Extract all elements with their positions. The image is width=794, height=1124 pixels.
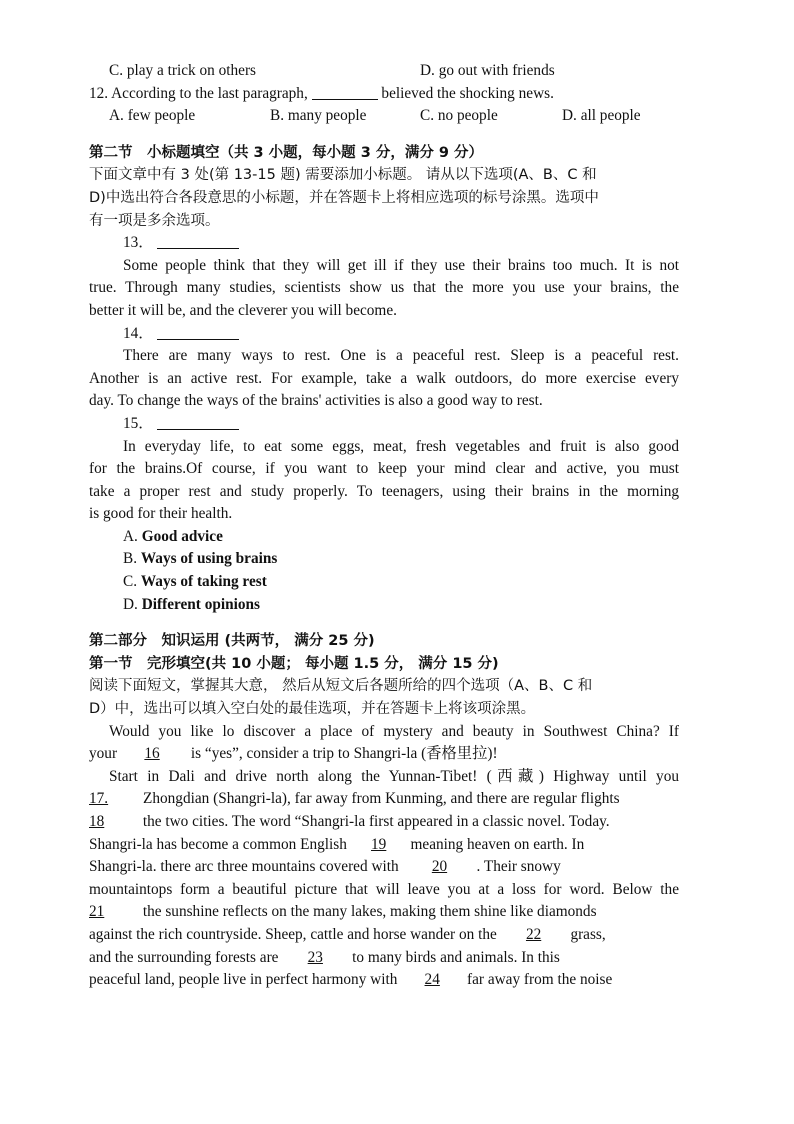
- cloze-blank-20[interactable]: 20: [431, 858, 448, 876]
- passage-text: far away from the noise: [467, 971, 613, 989]
- q12-option-c: C. no people: [420, 107, 498, 125]
- passage-line-9: [89, 901, 679, 924]
- cloze-blank-24[interactable]: 24: [424, 971, 440, 989]
- heading-option-a: [89, 526, 679, 549]
- section2-instruction-3: 有一项是多余选项。: [89, 212, 220, 229]
- passage-line-3: Start in Dali and drive north along the Yunnan-Tibet! (西藏) Highway until you: [109, 767, 679, 785]
- item15-answer-blank[interactable]: [157, 413, 239, 430]
- q12-stem-before: 12. According to the last paragraph,: [89, 84, 308, 102]
- cloze-blank-23[interactable]: 23: [307, 948, 323, 966]
- option-letter: A.: [123, 527, 138, 545]
- item13-line-1: Some people think that they will get ill if they use their brains too much. It is not: [123, 256, 679, 274]
- heading-option-c: [89, 571, 679, 594]
- passage-line-1: Would you like lo discover a place of mystery and beauty in Southwest China? If: [109, 722, 679, 740]
- section2-instruction-2: D)中选出符合各段意思的小标题，并在答题卡上将相应选项的标号涂黑。选项中: [89, 189, 599, 206]
- item14-heading: [89, 323, 679, 346]
- passage-text: the two cities. The word “Shangri-la first appeared in a classic novel. Today.: [142, 813, 610, 830]
- item14-answer-blank[interactable]: [157, 323, 239, 340]
- item15-line-4: is good for their health.: [89, 505, 233, 523]
- q12-option-a: A. few people: [109, 107, 196, 125]
- passage-text: and the surrounding forests are: [89, 948, 279, 966]
- passage-line-5: [89, 811, 679, 834]
- heading-option-b: [89, 548, 679, 571]
- option-text: Ways of taking rest: [140, 573, 267, 591]
- passage-line-8: mountaintops form a beautiful picture that will leave you at a loss for word. Below the: [89, 880, 679, 898]
- passage-text: Shangri-la has become a common English: [89, 835, 347, 853]
- q11-options-row: [89, 60, 679, 83]
- item15-heading: [89, 413, 679, 436]
- part2-instruction-2: D）中，选出可以填入空白处的最佳选项，并在答题卡上将该项涂黑。: [89, 701, 536, 718]
- passage-line-2: [89, 743, 679, 766]
- spacer: [89, 616, 679, 630]
- item13-line-3: better it will be, and the cleverer you will become.: [89, 301, 397, 319]
- option-text: Good advice: [141, 527, 223, 545]
- passage-text: against the rich countryside. Sheep, cattle and horse wander on the: [89, 925, 497, 943]
- passage-text: your: [89, 745, 118, 763]
- item15-line-3: take a proper rest and study properly. To teenagers, using their brains in the morning: [89, 482, 679, 500]
- passage-line-7: [89, 856, 679, 879]
- item14-line-1: There are many ways to rest. One is a peaceful rest. Sleep is a peaceful rest.: [123, 347, 679, 365]
- option-letter: C.: [123, 573, 138, 591]
- passage-text: to many birds and animals. In this: [352, 948, 560, 966]
- passage-text: grass,: [570, 925, 606, 943]
- q12-option-d: D. all people: [562, 107, 641, 125]
- passage-line-11: [89, 947, 679, 970]
- item13-line-2: true. Through many studies, scientists show us that the more you use your brains, the: [89, 279, 679, 297]
- passage-text: . Their snowy: [476, 858, 561, 876]
- cloze-blank-16[interactable]: 16: [144, 745, 160, 763]
- passage-text: is “yes”, consider a trip to Shangri-la (香格里拉)!: [190, 745, 498, 763]
- passage-text: meaning heaven on earth. In: [410, 835, 585, 853]
- item14-number: 14．: [123, 324, 154, 342]
- item15-line-2: for the brains.Of course, if you want to keep your mind clear and active, you must: [89, 460, 679, 478]
- item13-heading: [89, 232, 679, 255]
- item13-answer-blank[interactable]: [157, 232, 239, 249]
- cloze-blank-21[interactable]: 21: [89, 903, 105, 921]
- heading-option-d: [89, 594, 679, 617]
- item14-line-2: Another is an active rest. For example, take a walk outdoors, do more exercise every: [89, 369, 679, 387]
- cloze-blank-22[interactable]: 22: [525, 925, 542, 943]
- option-letter: B.: [123, 550, 138, 568]
- exam-page: [89, 60, 679, 992]
- q12-stem: [89, 83, 679, 106]
- passage-text: the sunshine reflects on the many lakes, making them shine like diamonds: [142, 903, 597, 921]
- item15-line-1: In everyday life, to eat some eggs, meat, fresh vegetables and fruit is also good: [123, 437, 679, 455]
- option-letter: D.: [123, 595, 138, 613]
- part2-instruction-1: 阅读下面短文，掌握其大意， 然后从短文后各题所给的四个选项（A、B、C 和: [89, 678, 593, 695]
- section2-title: 第二节 小标题填空（共 3 小题，每小题 3 分，满分 9 分）: [89, 144, 484, 161]
- section2-instruction-1: 下面文章中有 3 处(第 13-15 题) 需要添加小标题。 请从以下选项(A、B、C 和: [89, 167, 597, 184]
- q12-stem-after: believed the shocking news.: [381, 84, 554, 102]
- passage-text: Shangri-la. there arc three mountains covered with: [89, 858, 399, 876]
- q12-option-b: B. many people: [270, 107, 367, 125]
- option-text: Ways of using brains: [140, 550, 278, 568]
- cloze-blank-18[interactable]: 18: [89, 813, 105, 830]
- q11-option-c: C. play a trick on others: [109, 62, 256, 79]
- spacer: [89, 128, 679, 142]
- q12-options-row: [89, 105, 679, 128]
- option-text: Different opinions: [141, 595, 260, 613]
- item13-number: 13．: [123, 234, 154, 252]
- cloze-blank-19[interactable]: 19: [371, 835, 387, 853]
- cloze-blank-17[interactable]: 17.: [89, 790, 109, 808]
- item14-line-3: day. To change the ways of the brains' activities is also a good way to rest.: [89, 392, 543, 410]
- passage-text: Zhongdian (Shangri-la), far away from Kunming, and there are regular flights: [143, 790, 620, 808]
- q11-option-d: D. go out with friends: [420, 62, 555, 79]
- q12-answer-blank[interactable]: [312, 83, 378, 100]
- passage-line-4: [89, 788, 679, 811]
- part2-title: 第二部分 知识运用 (共两节， 满分 25 分): [89, 633, 375, 650]
- passage-line-6: [89, 834, 679, 857]
- passage-line-10: [89, 924, 679, 947]
- part2-section1-title: 第一节 完形填空(共 10 小题； 每小题 1.5 分， 满分 15 分): [89, 655, 499, 672]
- passage-text: peaceful land, people live in perfect harmony with: [89, 971, 398, 989]
- item15-number: 15．: [123, 414, 154, 432]
- passage-line-12: [89, 969, 679, 992]
